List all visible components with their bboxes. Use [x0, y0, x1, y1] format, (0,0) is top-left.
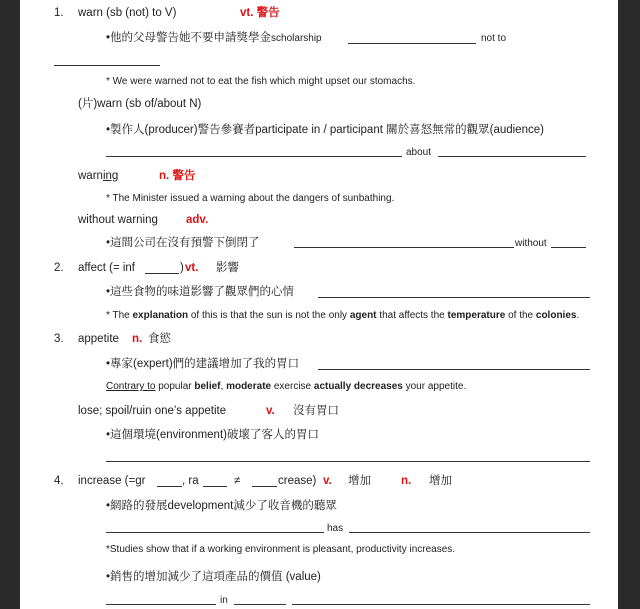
bold-term: explanation — [132, 310, 189, 321]
answer-blank[interactable] — [106, 461, 590, 462]
blank-tail-word: in — [220, 595, 228, 606]
example-sentence: * The Minister issued a warning about the dangers of sunbathing. — [106, 193, 395, 204]
bold-term: temperature — [447, 310, 506, 321]
answer-blank[interactable] — [551, 247, 586, 248]
example-sentence — [106, 309, 579, 323]
bold-term: actually decreases — [313, 381, 403, 392]
item-number: 1. — [54, 7, 64, 19]
translation-prompt: •這些食物的味道影響了觀眾們的心情 — [106, 286, 295, 298]
translation-prompt: •這個環境(environment)破壞了客人的胃口 — [106, 429, 319, 441]
text-run: your appetite. — [402, 381, 467, 392]
underlined-phrase: Contrary to — [106, 381, 156, 392]
answer-blank[interactable] — [106, 604, 216, 605]
entry-headword: crease) — [278, 475, 317, 487]
answer-blank[interactable] — [106, 532, 324, 533]
meaning: 影響 — [216, 262, 239, 274]
part-of-speech: vt. — [185, 262, 199, 274]
translation-prompt: •銷售的增加減少了這項產品的價值 (value) — [106, 571, 321, 583]
item-number: 4. — [54, 475, 64, 487]
blank-tail-word: without — [515, 238, 547, 249]
text-run: exercise — [271, 381, 314, 392]
translation-prompt: •網路的發展development減少了收音機的聽眾 — [106, 500, 337, 512]
entry-headword: affect (= inf — [78, 262, 136, 274]
entry-headword-close: ) — [180, 262, 184, 274]
entry-headword: warn (sb (not) to V) — [78, 7, 177, 19]
answer-blank[interactable] — [234, 604, 286, 605]
text-run: popular — [155, 381, 195, 392]
answer-blank[interactable] — [203, 486, 227, 487]
entry-headword: appetite — [78, 333, 119, 345]
answer-blank[interactable] — [318, 369, 590, 370]
bold-term: moderate — [226, 381, 272, 392]
text-run: . — [576, 310, 580, 321]
text-run: * The — [106, 310, 133, 321]
part-of-speech: adv. — [186, 214, 209, 226]
example-sentence: * We were warned not to eat the fish which might upset our stomachs. — [106, 76, 416, 87]
sub-headword: (片)warn (sb of/about N) — [78, 98, 202, 110]
part-of-speech: v. — [323, 475, 332, 487]
phrase-headword: lose; spoil/ruin one’s appetite — [78, 405, 227, 417]
part-of-speech: n. 警告 — [159, 170, 196, 182]
answer-blank[interactable] — [438, 156, 586, 157]
entry-headword: increase (=gr — [78, 475, 146, 487]
translation-prompt: •製作人(producer)警告參賽者participate in / participant 關於喜怒無常的觀眾(audience) — [106, 124, 544, 136]
prompt-chinese: •他的父母警告她不要申請獎學金 — [106, 32, 272, 44]
bold-term: belief — [194, 381, 221, 392]
translation-prompt: •這間公司在沒有預警下倒閉了 — [106, 237, 260, 249]
text-run: of this is that the sun is not the only — [188, 310, 350, 321]
noun-suffix: ing — [102, 170, 119, 182]
noun-stem: warn — [78, 170, 103, 182]
worksheet-page — [20, 0, 618, 609]
part-of-speech: n. — [132, 333, 143, 345]
answer-blank[interactable] — [106, 156, 402, 157]
item-number: 2. — [54, 262, 64, 274]
item-number: 3. — [54, 333, 64, 345]
answer-blank[interactable] — [145, 273, 179, 274]
text-run: of the — [505, 310, 536, 321]
translation-prompt — [106, 31, 322, 46]
entry-headword: , ra — [182, 475, 199, 487]
phrase-headword: without warning — [78, 214, 158, 226]
answer-blank[interactable] — [348, 43, 476, 44]
noun-headword — [78, 169, 118, 183]
meaning: 食慾 — [148, 333, 171, 345]
part-of-speech: v. — [266, 405, 275, 417]
answer-blank[interactable] — [292, 604, 590, 605]
text-run: that affects the — [376, 310, 448, 321]
answer-blank[interactable] — [318, 297, 590, 298]
meaning: 沒有胃口 — [293, 405, 339, 417]
blank-tail-word: about — [406, 147, 432, 158]
bold-term: agent — [349, 310, 377, 321]
example-sentence: *Studies show that if a working environment is pleasant, productivity increases. — [106, 544, 456, 555]
answer-blank[interactable] — [54, 65, 160, 66]
example-sentence — [106, 380, 466, 394]
answer-blank[interactable] — [349, 532, 590, 533]
answer-blank[interactable] — [252, 486, 277, 487]
blank-tail-word: has — [327, 523, 344, 534]
part-of-speech: n. — [401, 475, 412, 487]
meaning: 增加 — [348, 475, 371, 487]
blank-tail-word: not to — [481, 33, 507, 44]
meaning: 增加 — [429, 475, 452, 487]
part-of-speech: vt. 警告 — [240, 7, 280, 19]
prompt-english: scholarship — [271, 33, 322, 44]
not-equal-sign: ≠ — [234, 475, 241, 487]
text-run: , — [220, 381, 227, 392]
bold-term: colonies — [535, 310, 577, 321]
answer-blank[interactable] — [157, 486, 182, 487]
translation-prompt: •專家(expert)們的建議增加了我的胃口 — [106, 358, 300, 370]
answer-blank[interactable] — [294, 247, 514, 248]
